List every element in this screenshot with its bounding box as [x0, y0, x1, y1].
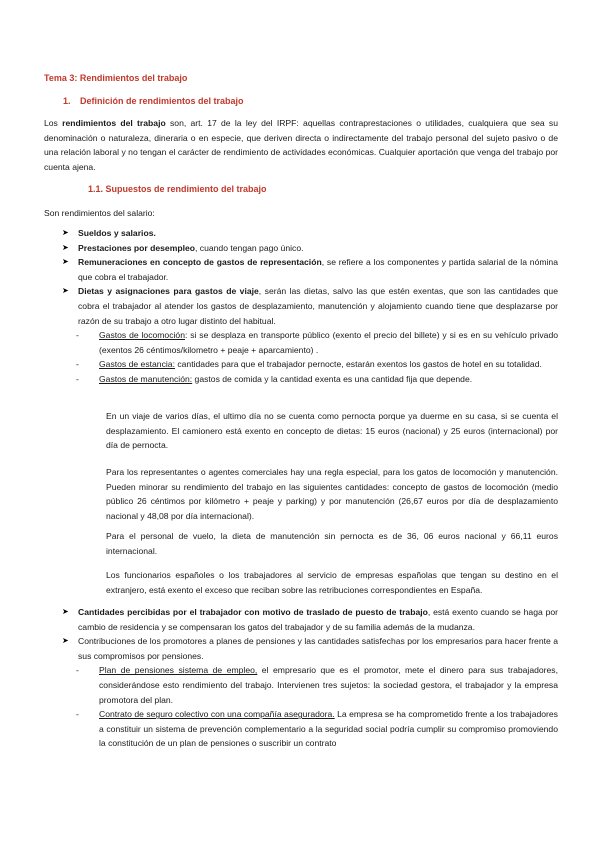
item-bold: Sueldos y salarios. — [78, 228, 156, 238]
dash-underlined: Gastos de manutención: — [99, 373, 193, 384]
bullet-list-1 — [62, 226, 558, 387]
page-title: Tema 3: Rendimientos del trabajo — [44, 73, 188, 83]
intro-pre: Los — [44, 118, 63, 128]
intro-bold: rendimientos del trabajo — [62, 118, 166, 128]
dash-item — [78, 372, 558, 387]
arrow-bullet-icon: ➤ — [62, 228, 69, 237]
sub-paragraph: En un viaje de varios días, el ultimo día no se cuenta como pernocta porque ya duerme en su casa, si se cuenta el desplazamiento. El camionero está exento en concepto de dietas: 15 euros (nacional) y 25 euros (internacional) por día de pernocta. — [106, 411, 558, 451]
item-bold: Dietas y asignaciones para gastos de viaje — [78, 286, 259, 297]
dash-item — [78, 663, 558, 707]
list-item — [62, 241, 558, 256]
item-bold: Prestaciones por desempleo — [78, 242, 196, 253]
item-bold: Cantidades percibidas por el trabajador con motivo de traslado de puesto de trabajo — [78, 607, 428, 617]
sub-paragraph: Para los representantes o agentes comerciales hay una regla especial, para los gatos de locomoción y manutención. Pueden minorar su rendimiento del trabajo en las siguientes cantidades: concepto de gastos de locomoción (medio público 26 céntimos por kilómetro + peaje y parking) y por manutención (26,67 euros por día de desplazamiento nacional y 48,08 por día internacional). — [106, 467, 558, 521]
arrow-bullet-icon: ➤ — [62, 636, 69, 646]
bullet-list-2 — [62, 605, 558, 751]
salario-intro: Son rendimientos del salario: — [44, 208, 155, 218]
section-number: 1. — [63, 96, 71, 106]
sub-paragraph: Para el personal de vuelo, la dieta de manutención sin pernocta es de 36, 06 euros nacional y 66,11 euros internacional. — [106, 531, 558, 556]
dash-bullet-icon: - — [76, 330, 79, 341]
arrow-bullet-icon: ➤ — [62, 242, 69, 252]
intro-post: son, art. 17 de la ley del IRPF: aquellas contraprestaciones o utilidades, cualquiera que sea su denominación o naturaleza, dineraria o en especie, que deriven directa o indirectamente del trabajo personal del sujeto pasivo o de una relación laboral y no tengan el carácter de rendimiento de actividades económicas. Cualquier aportación que venga del trabajo por cuenta ajena. — [44, 118, 558, 172]
dash-underlined: Gastos de estancia: — [99, 359, 175, 370]
arrow-bullet-icon: ➤ — [62, 607, 69, 616]
list-item — [62, 634, 558, 751]
dash-underlined: Gastos de locomoción — [99, 330, 185, 341]
item-text: , serán las dietas, salvo las que estén exentas, que son las cantidades que cobra el trabajador al atender los gastos de desplazamiento, manutención y alojamiento cuando tiene que desplazarse por razón de su trabajo a otro lugar distinto del habitual. — [78, 286, 558, 326]
dash-bullet-icon: - — [76, 709, 79, 720]
dash-text: : si se desplaza en transporte público (exento el precio del billete) y si es en su vehículo privado (exentos 26 céntimos/kilometro + peaje + aparcamiento) . — [99, 330, 559, 355]
list-item — [62, 255, 558, 284]
dash-text: gastos de comida y la cantidad exenta es una cantidad fija que depende. — [192, 373, 473, 384]
item-text: Contribuciones de los promotores a planes de pensiones y las cantidades satisfechas por los empresarios para hacer frente a sus compromisos por pensiones. — [78, 636, 558, 661]
arrow-bullet-icon: ➤ — [62, 286, 69, 296]
dash-item — [78, 357, 558, 372]
dash-underlined: Contrato de seguro colectivo con una compañía aseguradora. — [99, 709, 335, 720]
list-item — [62, 226, 558, 241]
section-title: Definición de rendimientos del trabajo — [80, 96, 244, 106]
list-item — [62, 605, 558, 634]
subsection-heading: 1.1. Supuestos de rendimiento del trabajo — [88, 184, 267, 194]
dash-item — [78, 707, 558, 751]
dash-underlined: Plan de pensiones sistema de empleo, — [99, 665, 258, 676]
section-heading-1 — [63, 96, 244, 106]
item-text: , se refiere a los componentes y partida salarial de la nómina que cobra el trabajador. — [78, 257, 558, 282]
dash-text: el empresario que es el promotor, mete el dinero para sus trabajadores, considerándose esto rendimiento del trabajo. Intervienen tres sujetos: la sociedad gestora, el trabajador y la empresa promotora del plan. — [99, 665, 558, 705]
list-item — [62, 284, 558, 386]
item-bold: Remuneraciones en concepto de gastos de representación — [78, 257, 322, 268]
dash-bullet-icon: - — [76, 373, 79, 384]
dash-item — [78, 328, 558, 357]
dash-bullet-icon: - — [76, 359, 79, 370]
dash-text: cantidades para que el trabajador pernocte, estarán exentos los gastos de hotel en su totalidad. — [174, 359, 542, 370]
item-text: , está exento cuando se haga por cambio de residencia y se compensaran los gatos del trabajador y de su familia además de la mudanza. — [78, 607, 558, 632]
dash-list — [78, 328, 558, 386]
dash-list — [78, 663, 558, 751]
dash-bullet-icon: - — [76, 665, 79, 676]
intro-paragraph — [44, 116, 558, 174]
dash-text: La empresa se ha comprometido frente a los trabajadores a constituir un sistema de prevención complementario a la seguridad social podría cumplir su compromiso promoviendo la constitución de un plan de pensiones o suscribir un contrato — [99, 709, 558, 749]
arrow-bullet-icon: ➤ — [62, 257, 69, 267]
item-text: , cuando tengan pago único. — [195, 242, 304, 253]
sub-paragraph: Los funcionarios españoles o los trabajadores al servicio de empresas españolas que tengan su destino en el extranjero, está exento el exceso que reciban sobre las retribuciones correspondientes en España. — [106, 570, 558, 595]
